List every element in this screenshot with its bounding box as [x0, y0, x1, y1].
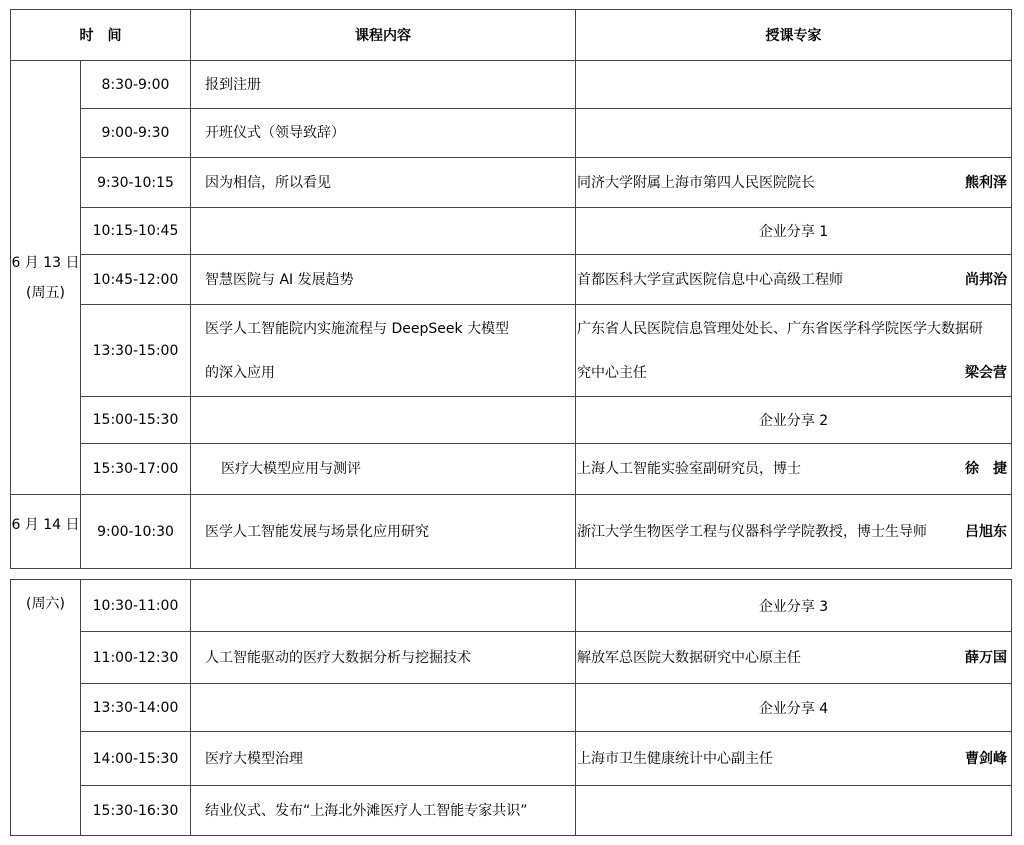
expert-cell [576, 632, 1012, 684]
time-cell: 11:00-12:30 [81, 632, 191, 684]
company-share-cell: 企业分享 2 [576, 397, 1012, 444]
time-cell: 9:00-9:30 [81, 109, 191, 158]
course-cell: 医学人工智能发展与场景化应用研究 [191, 495, 576, 569]
course-line-1: 医学人工智能院内实施流程与 DeepSeek 大模型 [205, 320, 510, 337]
expert-cell [576, 444, 1012, 495]
header-row [11, 10, 1012, 61]
table-row [11, 732, 1012, 786]
table-row [11, 495, 1012, 569]
expert-cell [576, 61, 1012, 109]
company-share-cell: 企业分享 3 [576, 580, 1012, 632]
expert-title: 浙江大学生物医学工程与仪器科学学院教授，博士生导师 [577, 523, 927, 540]
expert-title: 解放军总医院大数据研究中心原主任 [577, 649, 801, 666]
date-cell-day2: 6 月 14 日 [11, 495, 81, 569]
expert-cell [576, 495, 1012, 569]
expert-title-line-1: 广东省人民医院信息管理处处长、广东省医学科学院医学大数据研 [577, 320, 983, 337]
weekday-cell-day2: (周六) [11, 580, 81, 836]
schedule-table-day1 [10, 9, 1012, 569]
header-course: 课程内容 [191, 10, 576, 61]
header-expert: 授课专家 [576, 10, 1012, 61]
weekday-label: (周五) [26, 284, 65, 301]
expert-title: 上海人工智能实验室副研究员，博士 [577, 461, 801, 477]
schedule-table-day2 [10, 579, 1012, 836]
table-row [11, 580, 1012, 632]
expert-name: 梁会营 [965, 364, 1007, 381]
time-cell: 15:30-16:30 [81, 786, 191, 836]
time-cell: 9:00-10:30 [81, 495, 191, 569]
company-share-cell: 企业分享 4 [576, 684, 1012, 732]
expert-name: 薛万国 [965, 649, 1007, 666]
time-cell: 15:00-15:30 [81, 397, 191, 444]
course-cell [191, 397, 576, 444]
course-cell: 结业仪式、发布“上海北外滩医疗人工智能专家共识” [191, 786, 576, 836]
table-row [11, 397, 1012, 444]
table-row [11, 109, 1012, 158]
course-cell [191, 208, 576, 255]
table-row [11, 158, 1012, 208]
course-cell: 报到注册 [191, 61, 576, 109]
expert-name: 尚邦治 [965, 271, 1007, 288]
expert-name: 吕旭东 [965, 523, 1007, 540]
expert-cell [576, 109, 1012, 158]
expert-cell [576, 305, 1012, 397]
course-cell: 开班仪式（领导致辞） [191, 109, 576, 158]
company-share-cell: 企业分享 1 [576, 208, 1012, 255]
time-cell: 9:30-10:15 [81, 158, 191, 208]
time-cell: 13:30-14:00 [81, 684, 191, 732]
expert-cell [576, 158, 1012, 208]
table-row [11, 684, 1012, 732]
date-label: 6 月 13 日 [11, 254, 80, 271]
table-row [11, 786, 1012, 836]
course-cell [191, 580, 576, 632]
course-cell: 医疗大模型应用与测评 [191, 444, 576, 495]
date-cell-day1 [11, 61, 81, 495]
table-row [11, 61, 1012, 109]
course-cell: 医疗大模型治理 [191, 732, 576, 786]
expert-title-line-2: 究中心主任 [577, 364, 647, 381]
header-time: 时 间 [11, 10, 191, 61]
course-line-2: 的深入应用 [205, 364, 275, 381]
table-row [11, 444, 1012, 495]
expert-cell [576, 786, 1012, 836]
expert-cell [576, 255, 1012, 305]
expert-name: 曹剑峰 [965, 750, 1007, 767]
time-cell: 15:30-17:00 [81, 444, 191, 495]
expert-cell [576, 732, 1012, 786]
course-cell: 人工智能驱动的医疗大数据分析与挖掘技术 [191, 632, 576, 684]
table-row [11, 632, 1012, 684]
course-cell [191, 305, 576, 397]
time-cell: 13:30-15:00 [81, 305, 191, 397]
course-cell [191, 684, 576, 732]
time-cell: 14:00-15:30 [81, 732, 191, 786]
expert-title: 上海市卫生健康统计中心副主任 [577, 750, 773, 767]
time-cell: 10:15-10:45 [81, 208, 191, 255]
time-cell: 10:45-12:00 [81, 255, 191, 305]
expert-title: 同济大学附属上海市第四人民医院院长 [577, 174, 815, 191]
time-cell: 10:30-11:00 [81, 580, 191, 632]
table-row [11, 255, 1012, 305]
table-row [11, 305, 1012, 397]
course-cell: 智慧医院与 AI 发展趋势 [191, 255, 576, 305]
expert-name: 徐 捷 [965, 461, 1007, 477]
time-cell: 8:30-9:00 [81, 61, 191, 109]
table-row [11, 208, 1012, 255]
expert-name: 熊利泽 [965, 174, 1007, 191]
course-cell: 因为相信，所以看见 [191, 158, 576, 208]
expert-title: 首都医科大学宣武医院信息中心高级工程师 [577, 271, 843, 288]
